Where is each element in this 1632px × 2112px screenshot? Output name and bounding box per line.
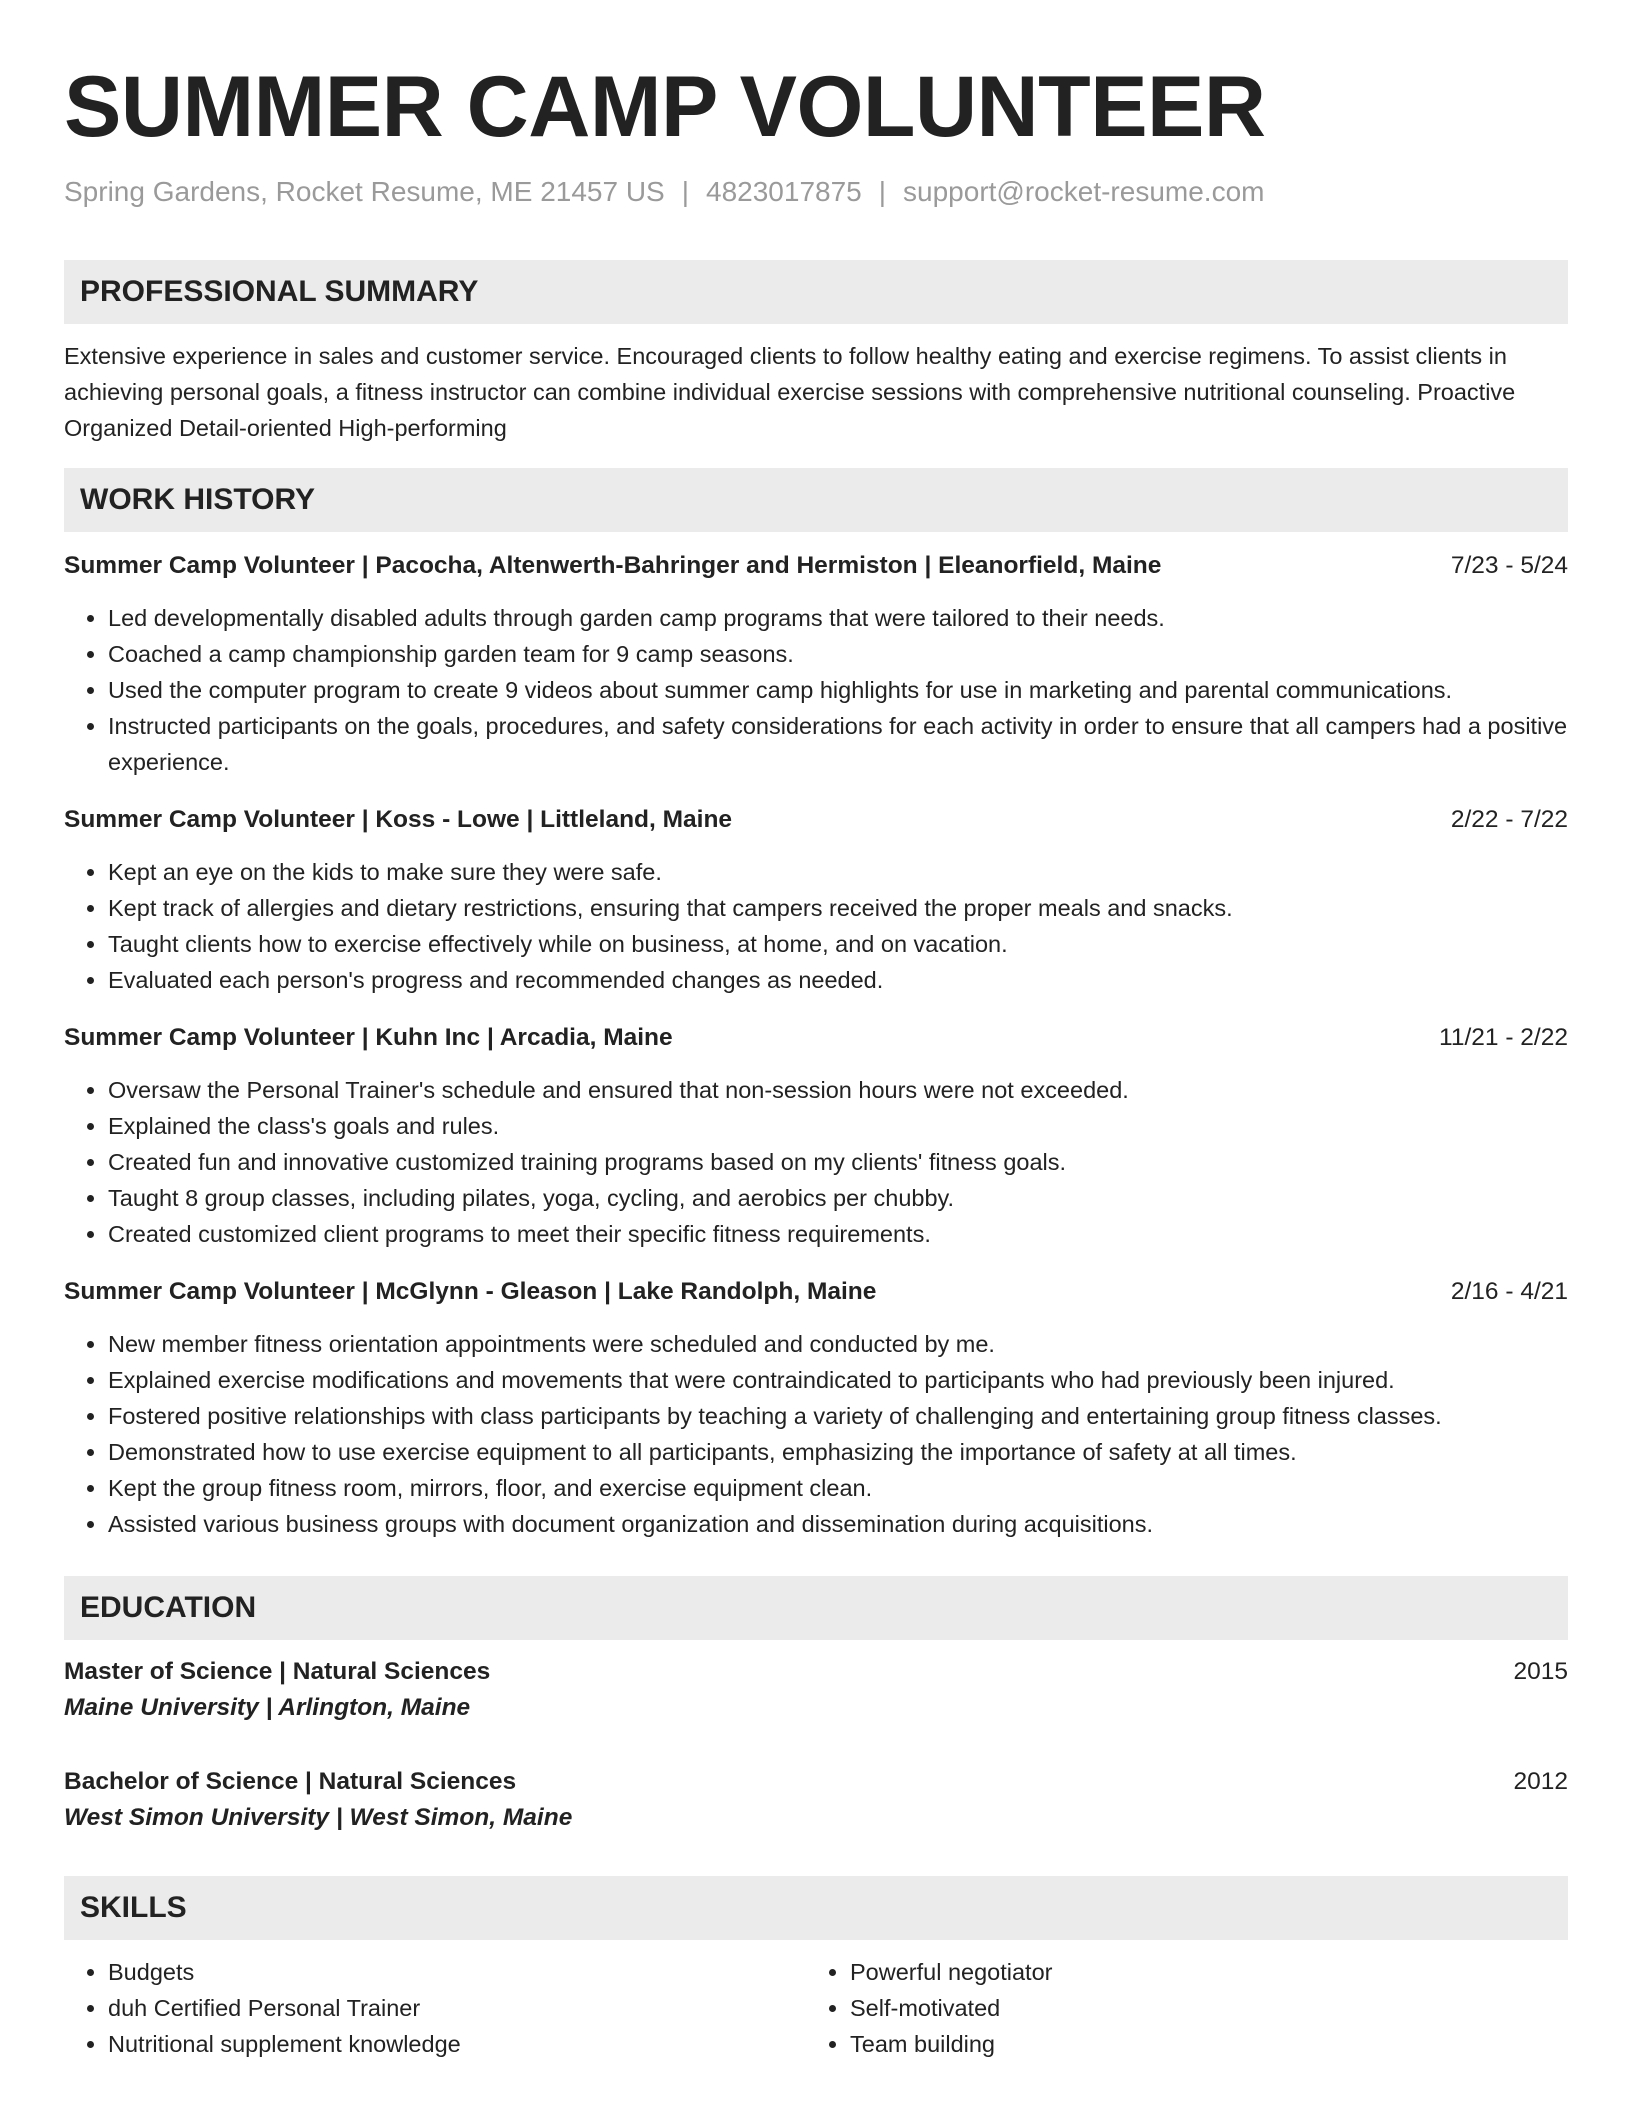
job-bullet: • Kept an eye on the kids to make sure they were safe.: [108, 854, 1568, 890]
education-degree: Bachelor of Science | Natural Sciences: [64, 1768, 517, 1795]
skill-item: • Nutritional supplement knowledge: [108, 2026, 806, 2062]
job-bullet: • Taught clients how to exercise effectively while on business, at home, and on vacation.: [108, 926, 1568, 962]
skill-item: • Budgets: [108, 1954, 806, 1990]
skills-column-right: [806, 1954, 1548, 2062]
job-dates: 7/23 - 5/24: [1450, 552, 1568, 579]
job-bullets: [64, 600, 1568, 780]
contact-email: support@rocket-resume.com: [903, 176, 1265, 207]
section-header-summary: PROFESSIONAL SUMMARY: [64, 260, 1568, 324]
education-school: Maine University | Arlington, Maine: [64, 1694, 471, 1721]
contact-address: Spring Gardens, Rocket Resume, ME 21457 US: [64, 176, 665, 207]
job-entry: [64, 1274, 1568, 1542]
job-entry: [64, 802, 1568, 998]
education-degree: Master of Science | Natural Sciences: [64, 1658, 491, 1685]
job-dates: 11/21 - 2/22: [1439, 1024, 1568, 1051]
job-bullet: • Fostered positive relationships with class participants by teaching a variety of challenging and entertaining group fitness classes.: [108, 1398, 1568, 1434]
job-title: Summer Camp Volunteer | Kuhn Inc | Arcadia, Maine: [64, 1024, 673, 1051]
skill-item: • duh Certified Personal Trainer: [108, 1990, 806, 2026]
job-header: [64, 1020, 1568, 1056]
job-bullet: • Assisted various business groups with document organization and dissemination during acquisitions.: [108, 1506, 1568, 1542]
section-header-work-history: WORK HISTORY: [64, 468, 1568, 532]
job-bullet: • Explained the class's goals and rules.: [108, 1108, 1568, 1144]
job-header: [64, 1274, 1568, 1310]
job-bullets: [64, 854, 1568, 998]
contact-line: [64, 176, 1568, 208]
job-dates: 2/22 - 7/22: [1450, 806, 1568, 833]
resume-name: SUMMER CAMP VOLUNTEER: [64, 59, 1266, 155]
summary-text: Extensive experience in sales and customer service. Encouraged clients to follow healthy eating and exercise regimens. To assist clients in achieving personal goals, a fitness instructor can combine individual exercise sessions with comprehensive nutritional counseling. Proactive Organized Detail-oriented High-performing: [64, 343, 1516, 441]
contact-phone: 4823017875: [706, 176, 862, 207]
job-bullet: • Evaluated each person's progress and recommended changes as needed.: [108, 962, 1568, 998]
skill-item: • Powerful negotiator: [850, 1954, 1548, 1990]
job-bullet: • Created fun and innovative customized training programs based on my clients' fitness goals.: [108, 1144, 1568, 1180]
job-bullet: • Used the computer program to create 9 videos about summer camp highlights for use in marketing and parental communications.: [108, 672, 1568, 708]
job-entry: [64, 548, 1568, 780]
job-bullet: • Demonstrated how to use exercise equipment to all participants, emphasizing the importance of safety at all times.: [108, 1434, 1568, 1470]
education-school: West Simon University | West Simon, Maine: [64, 1804, 573, 1831]
job-bullets: [64, 1326, 1568, 1542]
job-header: [64, 548, 1568, 584]
job-bullet: • Taught 8 group classes, including pilates, yoga, cycling, and aerobics per chubby.: [108, 1180, 1568, 1216]
job-bullet: • Explained exercise modifications and movements that were contraindicated to participants who had previously been injured.: [108, 1362, 1568, 1398]
job-bullet: • Oversaw the Personal Trainer's schedule and ensured that non-session hours were not exceeded.: [108, 1072, 1568, 1108]
job-bullet: • Created customized client programs to meet their specific fitness requirements.: [108, 1216, 1568, 1252]
job-title: Summer Camp Volunteer | McGlynn - Gleason | Lake Randolph, Maine: [64, 1278, 877, 1305]
education-header: [64, 1654, 1568, 1690]
job-bullet: • Coached a camp championship garden team for 9 camp seasons.: [108, 636, 1568, 672]
section-header-education: EDUCATION: [64, 1576, 1568, 1640]
job-bullet: • Kept the group fitness room, mirrors, floor, and exercise equipment clean.: [108, 1470, 1568, 1506]
job-title: Summer Camp Volunteer | Koss - Lowe | Littleland, Maine: [64, 806, 733, 833]
skills-list: [64, 1954, 1568, 2062]
job-header: [64, 802, 1568, 838]
skills-column-left: [64, 1954, 806, 2062]
section-header-skills: SKILLS: [64, 1876, 1568, 1940]
education-entry: [64, 1654, 1568, 1726]
education-entry: [64, 1764, 1568, 1836]
job-bullet: • Instructed participants on the goals, procedures, and safety considerations for each activity in order to ensure that all campers had a positive experience.: [108, 708, 1568, 780]
job-entry: [64, 1020, 1568, 1252]
job-title: Summer Camp Volunteer | Pacocha, Altenwerth-Bahringer and Hermiston | Eleanorfield, Maine: [64, 552, 1162, 579]
contact-separator: |: [878, 176, 887, 207]
skill-item: • Self-motivated: [850, 1990, 1548, 2026]
contact-separator: |: [681, 176, 690, 207]
education-year: 2012: [1513, 1768, 1568, 1795]
job-bullet: • New member fitness orientation appointments were scheduled and conducted by me.: [108, 1326, 1568, 1362]
job-bullet: • Led developmentally disabled adults through garden camp programs that were tailored to their needs.: [108, 600, 1568, 636]
job-bullets: [64, 1072, 1568, 1252]
skill-item: • Team building: [850, 2026, 1548, 2062]
job-bullet: • Kept track of allergies and dietary restrictions, ensuring that campers received the proper meals and snacks.: [108, 890, 1568, 926]
education-header: [64, 1764, 1568, 1800]
education-year: 2015: [1513, 1658, 1568, 1685]
job-dates: 2/16 - 4/21: [1450, 1278, 1568, 1305]
